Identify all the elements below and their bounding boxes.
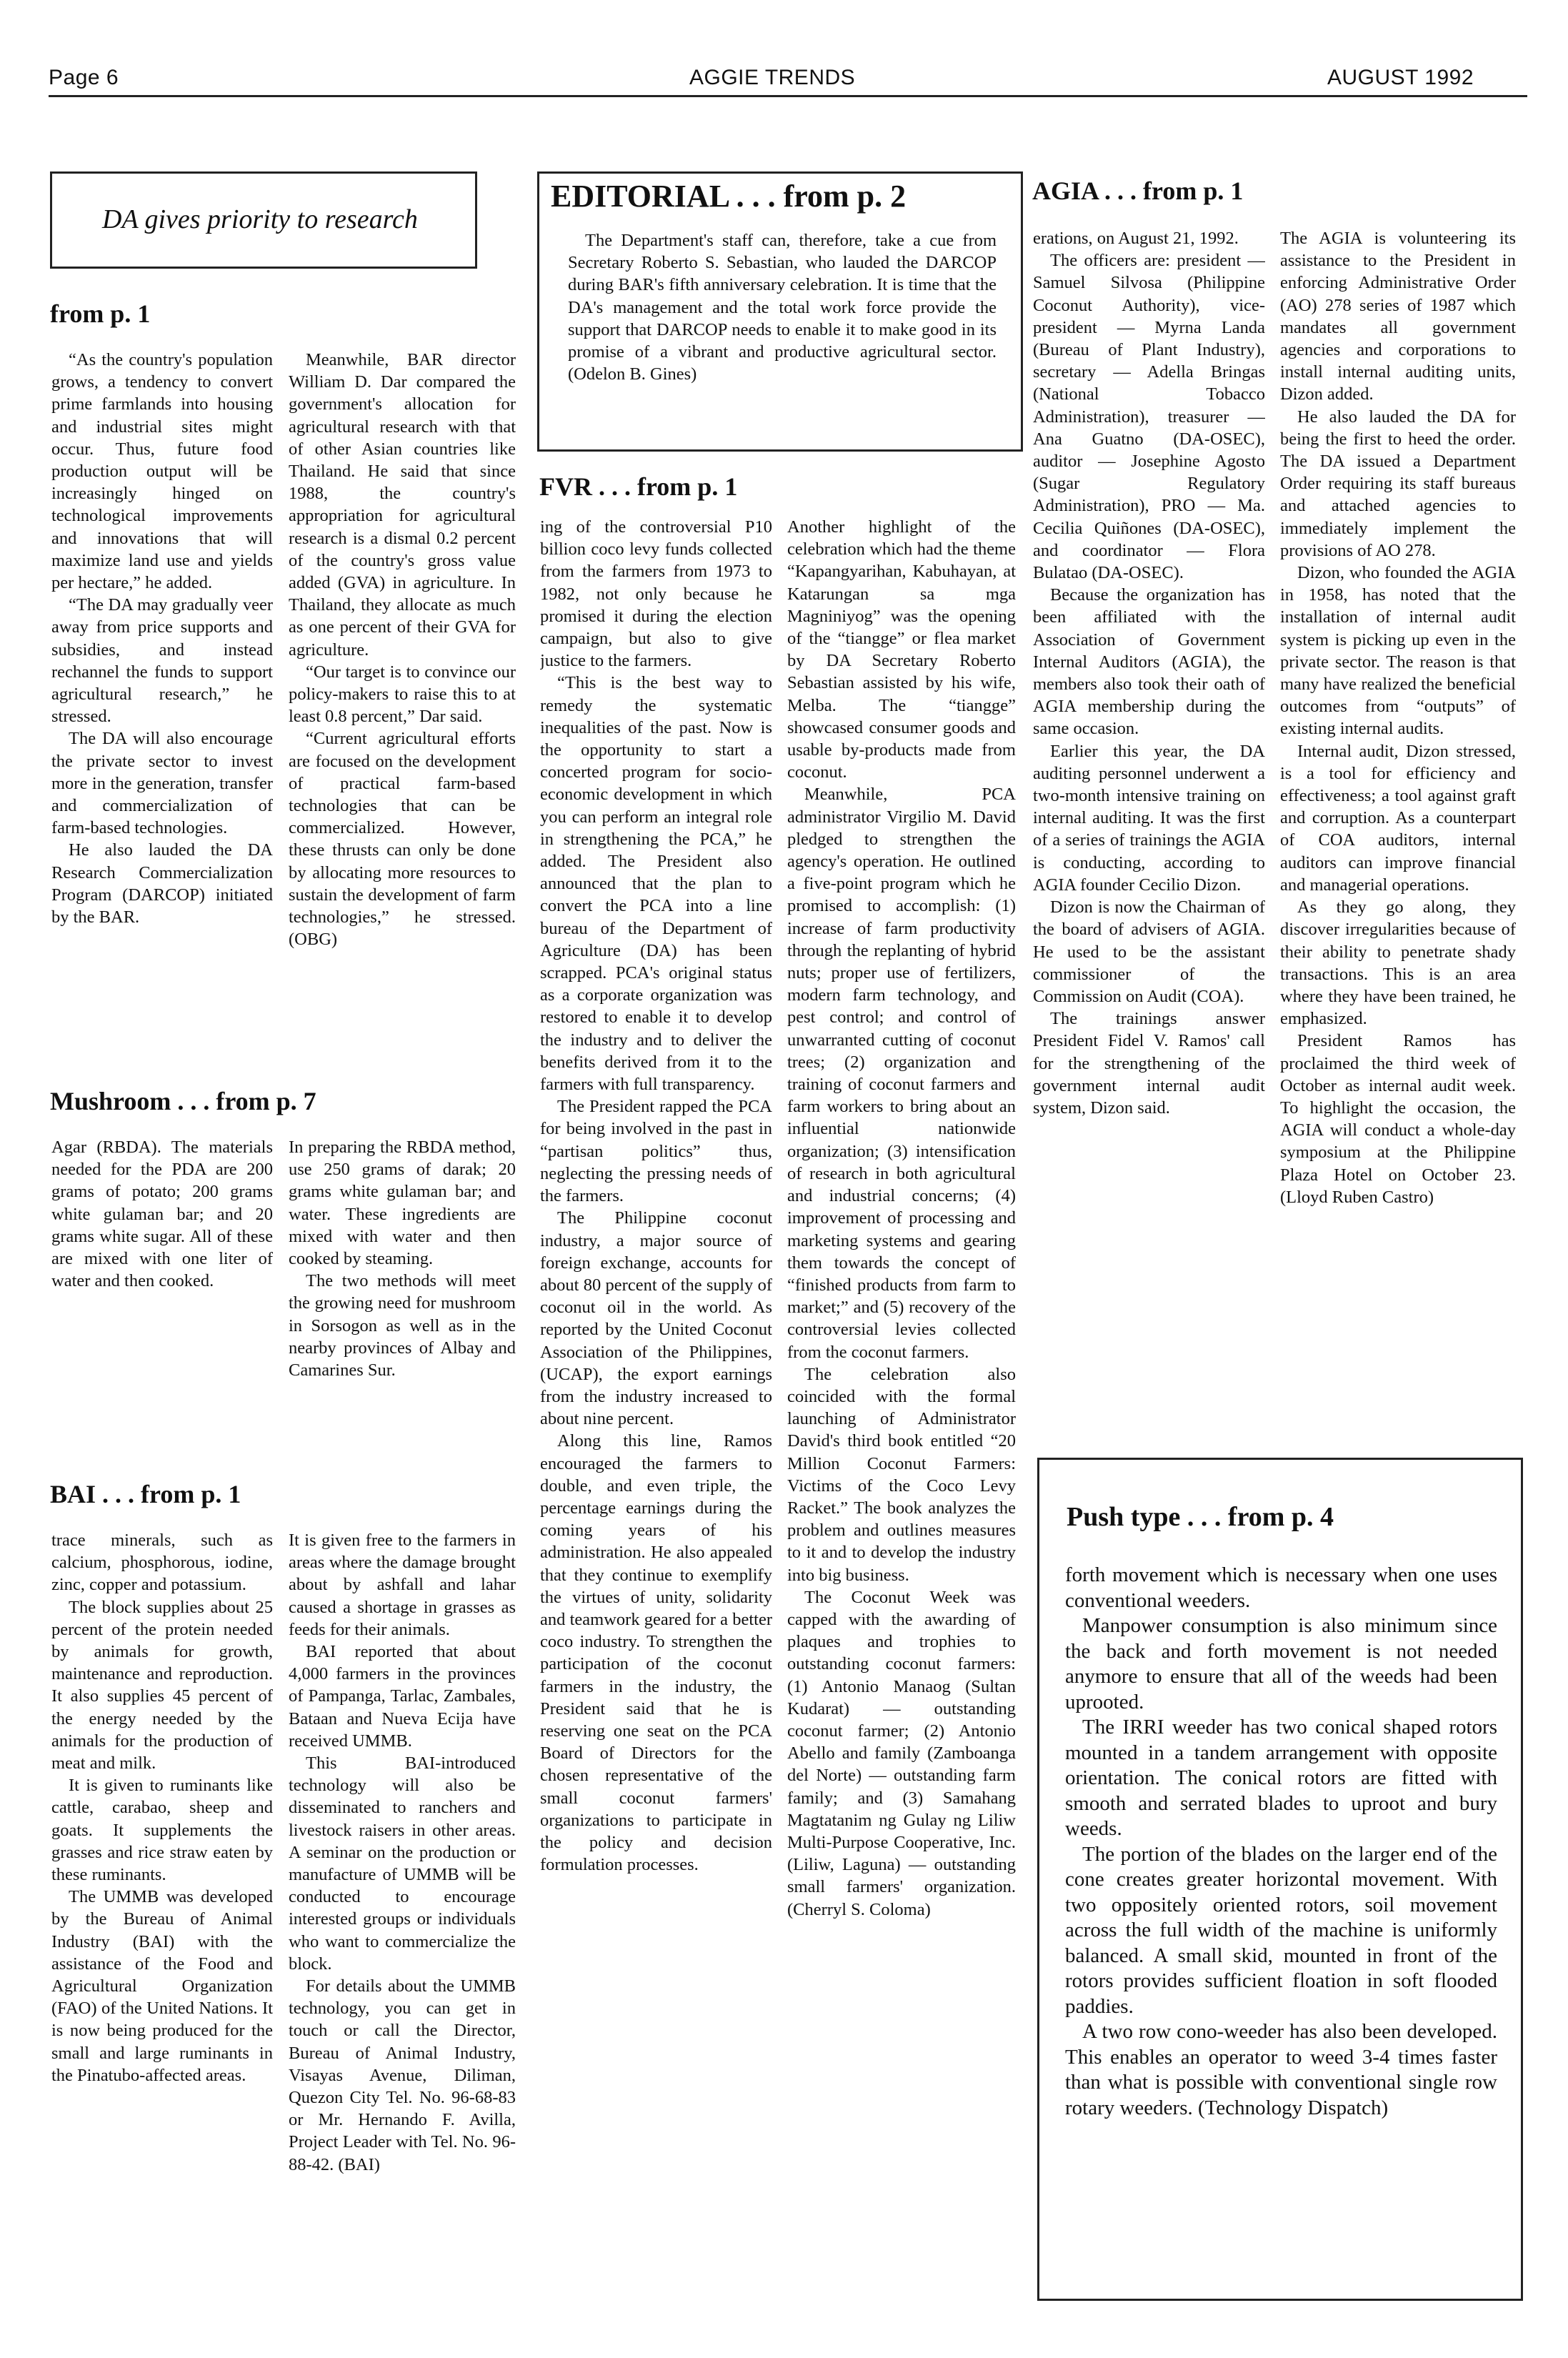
push-para-2: Manpower consumption is also minimum since the back and forth movement is not needed anymore to ensure that all of the weeds had been uprooted. [1065,1614,1497,1713]
research-para-6: “Our target is to convince our policy-makers to raise this to at least 0.8 percent,” Dar said. [289,662,516,727]
bai-para-7: This BAI-introduced technology will also be disseminated to ranchers and livestock raisers in other areas. A seminar on the production or manufacture of UMMB will be conducted to encourage interested groups or individuals who want to commercialize the block. [289,1753,516,1974]
publication-title: AGGIE TRENDS [689,66,856,89]
push-para-3: The IRRI weeder has two conical shaped rotors mounted in a tandem arrangement with opposite orientation. The conical rotors are fitted with smooth and serrated blades to uproot and bury weeds. [1065,1716,1497,1840]
push-type-box [1037,1458,1523,2301]
agia-para-12: President Ramos has proclaimed the third week of October as internal audit week. To highlight the occasion, the AGIA will conduct a whole-day symposium at the Philippine Plaza Hotel on October 23. (Lloyd Ruben Castro) [1280,1031,1516,1207]
research-column-1 [51,349,273,1020]
agia-para-8: He also lauded the DA for being the first to heed the order. The DA issued a Department Order requiring its staff bureaus and attached agencies to immediately implement the provisions of AO 278. [1280,407,1516,560]
agia-column-1 [1033,227,1265,1456]
agia-para-6: The trainings answer President Fidel V. Ramos' call for the strengthening of the government internal audit system, Dizon said. [1033,1009,1265,1118]
fvr-para-4: The Philippine coconut industry, a major source of foreign exchange, accounts for about 80 percent of the supply of coconut oil in the world. As reported by the United Coconut Association of the Philippines, (UCAP), the export earnings from the industry increased to about nine percent. [540,1208,772,1429]
research-para-2: “The DA may gradually veer away from price supports and subsidies, and instead rechannel the funds to support agricultural research,” he stressed. [51,595,273,727]
bai-para-4: The UMMB was developed by the Bureau of Animal Industry (BAI) with the assistance of the Food and Agricultural Organization (FAO) of the United Nations. It is now being produced for the small and large ruminants in the Pinatubo-affected areas. [51,1887,273,2085]
push-headline: Push type . . . from p. 4 [1067,1502,1334,1532]
page-number: Page 6 [49,66,119,89]
fvr-column-1 [540,516,772,2317]
bai-para-8: For details about the UMMB technology, you can get in touch or call the Director, Bureau of Animal Industry, Visayas Avenue, Diliman, Quezon City Tel. No. 96-68-83 or Mr. Hernando F. Avilla, Project Leader with Tel. No. 96-88-42. (BAI) [289,1976,516,2174]
fvr-para-7: Meanwhile, PCA administrator Virgilio M. David pledged to strengthen the agency's operation. He outlined a five-point program which he promised to accomplish: (1) increase of farm productivity through the replanting of hybrid nuts; proper use of fertilizers, modern farm technology, and pest control; and control of unwarranted cutting of coconut trees; (2) organization and training of coconut farmers and farm workers to bring about an influential nationwide organization; (3) intensification of research in both agricultural and industrial concerns; (4) improvement of processing and marketing systems and gearing them towards the concept of “finished products from farm to market;” and (5) recovery of the controversial levies collected from the coconut farmers. [787,785,1016,1362]
research-para-1: “As the country's population grows, a tendency to convert prime farmlands into housing and industrial sites might occur. Thus, future food production output will be increasingly hinged on technological improvements and innovations that will maximize land use and yields per hectare,” he added. [51,350,273,593]
bai-para-5: It is given free to the farmers in areas where the damage brought about by ashfall and lahar caused a shortage in grasses as feeds for their animals. [289,1531,516,1639]
agia-headline: AGIA . . . from p. 1 [1032,176,1244,205]
bai-column-1 [51,1529,273,2315]
fvr-para-6: Another highlight of the celebration which had the theme “Kapangyarihan, Kabuhayan, at Katarungan sa mga Magniniyog” was the opening of the “tiangge” or flea market by DA Secretary Roberto Sebastian assisted by his wife, Melba. The “tiangge” showcased consumer goods and usable by-products made from coconut. [787,517,1016,782]
agia-para-1: erations, on August 21, 1992. [1033,229,1239,248]
bai-para-2: The block supplies about 25 percent of the protein needed by animals for growth, maintenance and reproduction. It also supplies 45 percent of the energy needed by the animals for the production of meat and milk. [51,1597,273,1774]
fvr-para-9: The Coconut Week was capped with the awarding of plaques and trophies to outstanding coconut farmers: (1) Antonio Manaog (Sultan Kudarat) — outstanding coconut farmer; (2) Antonio Abello and family (Zamboanga del Norte) — outstanding farm family; and (3) Samahang Magtatanim ng Gulay ng Liliw Multi-Purpose Cooperative, Inc. (Liliw, Laguna) — outstanding small farmers' organization. (Cherryl S. Coloma) [787,1587,1016,1919]
issue-date: AUGUST 1992 [1327,66,1474,89]
bai-para-3: It is given to ruminants like cattle, carabao, sheep and goats. It supplements the grasses and rice straw eaten by these ruminants. [51,1776,273,1885]
research-para-3: The DA will also encourage the private sector to invest more in the generation, transfer and commercialization of farm-based technologies. [51,729,273,838]
agia-para-5: Dizon is now the Chairman of the board of advisers of AGIA. He used to be the assistant commissioner of the Commission on Audit (COA). [1033,897,1265,1006]
bai-para-6: BAI reported that about 4,000 farmers in the provinces of Pampanga, Tarlac, Zambales, Bataan and Nueva Ecija have received UMMB. [289,1642,516,1751]
mushroom-headline: Mushroom . . . from p. 7 [50,1087,316,1115]
research-headline: DA gives priority to research [102,204,418,234]
fvr-para-1: ing of the controversial P10 billion coco levy funds collected from the farmers from 1973 to 1982, not only because he promised it during the election campaign, but also to give justice to the farmers. [540,517,772,671]
agia-para-4: Earlier this year, the DA auditing personnel underwent a two-month intensive training on internal auditing. It was the first of a series of trainings the AGIA is conducting, according to AGIA founder Cecilio Dizon. [1033,741,1265,895]
editorial-para-1: The Department's staff can, therefore, take a cue from Secretary Roberto S. Sebastian, who lauded the DARCOP during BAR's fifth anniversary celebration. It is time that the DA's management and the total work force provide the support that DARCOP needs to enable it to make good in its promise of a vibrant and productive agricultural sector. (Odelon B. Gines) [568,231,997,384]
bai-para-1: trace minerals, such as calcium, phosphorous, iodine, zinc, copper and potassium. [51,1531,273,1595]
editorial-body [568,229,997,444]
mushroom-para-3: The two methods will meet the growing need for mushroom in Sorsogon as well as in the nearby provinces of Albay and Camarines Sur. [289,1271,516,1381]
push-para-4: The portion of the blades on the larger end of the cone creates greater horizontal movement. With two oppositely oriented rotors, soil movement across the full width of the machine is uniformly balanced. A small skid, mounted in front of the rotors provides sufficient floation in soft flooded paddies. [1065,1842,1497,2018]
fvr-headline: FVR . . . from p. 1 [539,472,738,501]
research-headline-box [50,171,477,269]
mushroom-column-1 [51,1136,273,1415]
research-jump-line: from p. 1 [50,299,151,328]
mushroom-para-1: Agar (RBDA). The materials needed for the PDA are 200 grams of potato; 200 grams white gulaman bar; and 20 grams white sugar. All of these are mixed with one liter of water and then cooked. [51,1138,273,1291]
mushroom-column-2 [289,1136,516,1415]
agia-para-9: Dizon, who founded the AGIA in 1958, has noted that the installation of internal audit system is picking up even in the private sector. The reason is that many have realized the beneficial outcomes from “outputs” of existing internal audits. [1280,563,1516,739]
agia-column-2 [1280,227,1516,1456]
fvr-para-3: The President rapped the PCA for being involved in the past in “partisan politics” thus, neglecting the pressing needs of the farmers. [540,1097,772,1206]
push-para-1: forth movement which is necessary when one uses conventional weeders. [1065,1563,1497,1612]
agia-para-10: Internal audit, Dizon stressed, is a tool for efficiency and effectiveness; a tool against graft and corruption. As a counterpart of COA auditors, internal auditors can improve financial and managerial operations. [1280,741,1516,895]
agia-para-2: The officers are: president — Samuel Silvosa (Philippine Coconut Authority), vice-president — Myrna Landa (Bureau of Plant Industry), secretary — Adella Bringas (National Tobacco Administration), treasurer — Ana Guatno (DA-OSEC), auditor — Josephine Agosto (Sugar Regulatory Administration), PRO — Ma. Cecilia Quiñones (DA-OSEC), and coordinator — Flora Bulatao (DA-OSEC). [1033,251,1265,583]
research-column-2 [289,349,516,1020]
research-para-5: Meanwhile, BAR director William D. Dar compared the government's allocation for agricultural research with that of other Asian countries like Thailand. He said that since 1988, the country's appropriation for agricultural research is a dismal 0.2 percent of the country's gross value added (GVA) in agriculture. In Thailand, they allocate as much as one percent of their GVA for agriculture. [289,350,516,660]
agia-para-7: The AGIA is volunteering its assistance to the President in enforcing Administrative Order (AO) 278 series of 1987 which mandates all government agencies and corporations to install internal auditing units, Dizon added. [1280,229,1516,404]
editorial-headline: EDITORIAL . . . from p. 2 [551,179,907,214]
agia-para-3: Because the organization has been affiliated with the Association of Government Internal Auditors (AGIA), the members also took their oath of AGIA membership during the same occasion. [1033,585,1265,739]
bai-column-2 [289,1529,516,2315]
bai-headline: BAI . . . from p. 1 [50,1480,241,1508]
fvr-para-2: “This is the best way to remedy the systematic inequalities of the past. Now is the opportunity to start a concerted program for socio-economic development in which you can perform an integral role in strengthening the PCA,” he added. The President also announced that the plan to convert the PCA into a line bureau of the Department of Agriculture (DA) has been scrapped. PCA's original status as a corporate organization was restored to enable it to develop the industry and to deliver the benefits derived from it to the farmers with full transparency. [540,673,772,1095]
editorial-box [537,171,1023,452]
mushroom-para-2: In preparing the RBDA method, use 250 grams of darak; 20 grams white gulaman bar; and water. These ingredients are mixed with water and then cooked by steaming. [289,1138,516,1269]
fvr-para-8: The celebration also coincided with the formal launching of Administrator David's third book entitled “20 Million Coconut Farmers: Victims of the Coco Levy Racket.” The book analyzes the problem and outlines measures to it and to develop the industry into big business. [787,1364,1016,1585]
header-rule [49,95,1527,97]
fvr-column-2 [787,516,1016,2317]
agia-para-11: As they go along, they discover irregularities because of their ability to penetrate shady transactions. This is an area where they have been trained, he emphasized. [1280,897,1516,1029]
research-para-4: He also lauded the DA Research Commercialization Program (DARCOP) initiated by the BAR. [51,840,273,927]
push-para-5: A two row cono-weeder has also been developed. This enables an operator to weed 3-4 times faster than what is possible with conventional single row rotary weeders. (Technology Dispatch) [1065,2020,1497,2119]
push-body [1065,1563,1497,2284]
research-para-7: “Current agricultural efforts are focused on the development of practical farm-based technologies that can be commercialized. However, these thrusts can only be done by allocating more resources to sustain the development of farm technologies,” he stressed. (OBG) [289,729,516,950]
fvr-para-5: Along this line, Ramos encouraged the farmers to double, and even triple, the percentage earnings during the coming years of his administration. He also appealed that they continue to exemplify the virtues of unity, solidarity and teamwork geared for a better coco industry. To strengthen the participation of the coconut farmers in the industry, the President said that he is reserving one seat on the PCA Board of Directors for the chosen representative of the small coconut farmers' organizations to participate in the policy and decision formulation processes. [540,1431,772,1875]
